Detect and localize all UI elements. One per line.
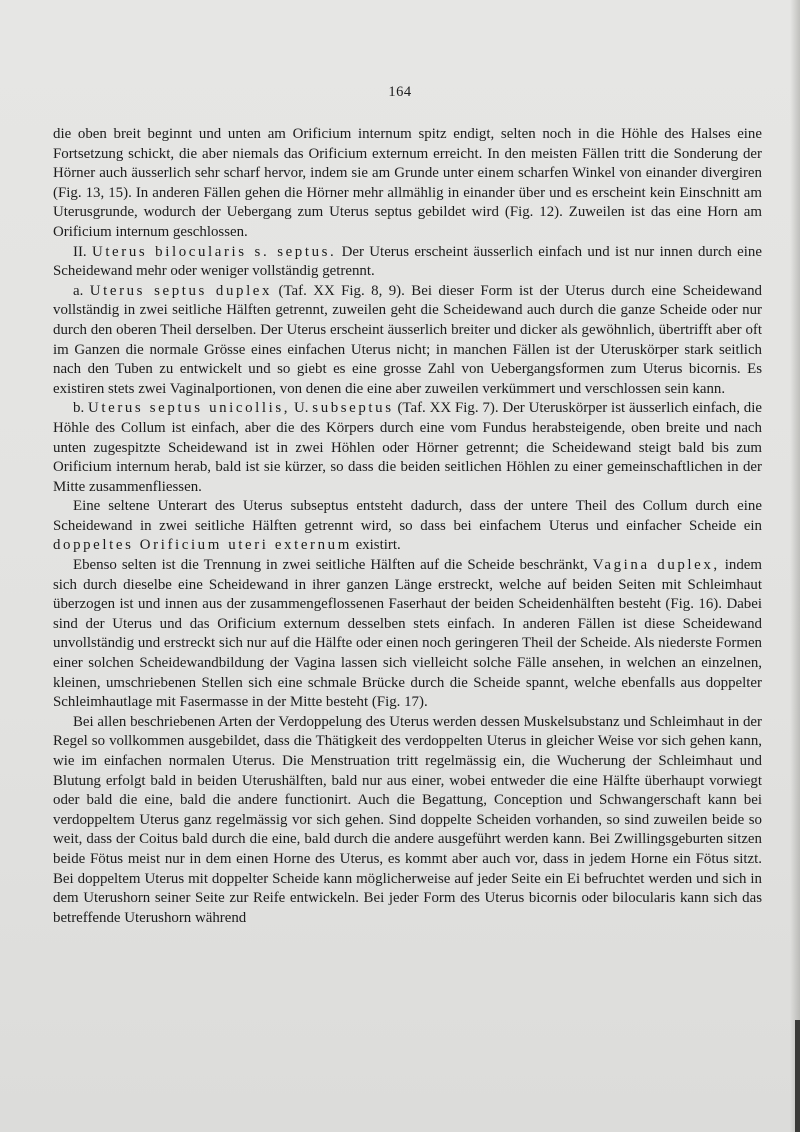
text-run: Eine seltene Unterart des Uterus subseptus entsteht dadurch, dass der untere Theil des Collum durch eine Scheidewand in zwei seitliche Hälften getrennt wird, so dass bei einfachem Uterus und einfacher Scheide ein	[53, 498, 762, 534]
text-run: existirt.	[351, 537, 401, 554]
spaced-emphasis: Uterus septus unicollis,	[88, 400, 291, 417]
text-run: b.	[73, 400, 89, 417]
paragraph	[53, 713, 762, 929]
spaced-emphasis: Uterus septus duplex	[89, 282, 273, 299]
text-run: die oben breit beginnt und unten am Orificium internum spitz endigt, selten noch in die Höhle des Halses eine Fortsetzung schickt, die aber niemals das Orificium externum erreicht. In den meisten Fällen tritt die Sonderung der Hörner auch äusserlich sehr scharf hervor, indem sie am Grunde unter einem scharfen Winkel von einander divergiren (Fig. 13, 15). In anderen Fällen gehen die Hörner mehr allmählig in einander über und es erscheint kein Einschnitt am Uterusgrunde, wodurch der Uebergang zum Uterus septus gebildet wird (Fig. 12). Zuweilen ist das eine Horn am Orificium internum geschlossen.	[53, 126, 762, 240]
text-run: Der Uterus erscheint äusserlich einfach und ist nur innen durch eine Scheidewand mehr oder weniger vollständig getrennt.	[53, 243, 762, 280]
text-run: indem sich durch dieselbe eine Scheidewand in ihrer ganzen Länge erstreckt, welche auf beiden Seiten mit Schleimhaut überzogen ist und innen aus der zusammengeflossenen Faserhaut der beiden Scheidenhälften besteht (Fig. 16). Dabei sind der Uterus und das Orificium externum desselben stets einfach. In anderen Fällen ist diese Scheidewand unvollständig und erstreckt sich nur auf die Hälfte oder einen noch geringeren Theil der Scheide. Als niederste Formen einer solchen Scheidewandbildung der Vagina lassen sich vielleicht solche Fälle ansehen, in welchen an einzelnen, kleinen, umschriebenen Stellen sich eine schmale Brücke durch die Scheide spannt, welche ebenfalls aus doppelter Schleimhautlage mit Fasermasse in der Mitte besteht (Fig. 17).	[53, 557, 762, 711]
page-edge-dark	[795, 1020, 800, 1132]
spaced-emphasis: doppeltes Orificium uteri externum	[53, 537, 352, 554]
text-run: a.	[73, 282, 90, 299]
spaced-emphasis: Uterus bilocularis s. septus.	[91, 243, 337, 260]
paragraph	[53, 497, 762, 556]
spaced-emphasis: Vagina duplex,	[592, 557, 720, 574]
text-run: (Taf. XX Fig. 7). Der Uteruskörper ist äusserlich einfach, die Höhle des Collum ist einfach, aber die des Körpers durch eine vom Fundus herabsteigende, oben breite und nach unten zugespitzte Scheidewand ist in zwei Höhlen oder Hörner getrennt; die Scheidewand steigt bald bis zum Orificium internum herab, bald ist sie kürzer, so dass die beiden seitlichen Höhlen zu einer gemeinschaftlichen in der Mitte zusammenfliessen.	[53, 400, 762, 495]
text-run: II.	[73, 243, 92, 260]
paragraph	[53, 125, 762, 243]
text-run: U.	[290, 400, 313, 417]
text-run: Ebenso selten ist die Trennung in zwei seitliche Hälften auf die Scheide beschränkt,	[73, 557, 593, 574]
body-text	[53, 125, 762, 928]
text-run: (Taf. XX Fig. 8, 9). Bei dieser Form ist der Uterus durch eine Scheidewand vollständig in zwei seitliche Hälften getrennt, zuweilen geht die Scheidewand auch durch die ganze Scheide oder nur durch den oberen Theil derselben. Der Uterus erscheint äusserlich breiter und dicker als gewöhnlich, übertrifft aber oft im Ganzen die normale Grösse eines einfachen Uterus nicht; in manchen Fällen ist der Uteruskörper stark seitlich nach den Tuben zu entwickelt und so giebt es eine grosse Zahl von Uebergangsformen zum Uterus bicornis. Es existiren stets zwei Vaginalportionen, von denen die eine aber zuweilen verkümmert und verschlossen sein kann.	[53, 282, 763, 397]
spaced-emphasis: subseptus	[312, 400, 394, 417]
text-run: Bei allen beschriebenen Arten der Verdoppelung des Uterus werden dessen Muskelsubstanz und Schleimhaut in der Regel so vollkommen ausgebildet, dass die Thätigkeit des verdoppelten Uterus in gleicher Weise vor sich gehen kann, wie im einfachen normalen Uterus. Die Menstruation tritt regelmässig ein, die Wucherung der Schleimhaut und Blutung erfolgt bald in beiden Uterushälften, bald nur aus einer, wobei entweder die eine Hälfte überhaupt vorwiegt oder bald die eine, bald die andere functionirt. Auch die Begattung, Conception und Schwangerschaft kann bei verdoppeltem Uterus ganz regelmässig vor sich gehen. Sind doppelte Scheiden vorhanden, so sind zuweilen beide so weit, dass der Coitus bald durch die eine, bald durch die andere ausgeführt werden kann. Bei Zwillingsgeburten sitzen beide Fötus meist nur in dem einen Horne des Uterus, es kommt aber auch vor, dass in jedem Horne ein Fötus sitzt. Bei doppeltem Uterus mit doppelter Scheide kann möglicherweise auf jeder Seite ein Ei befruchtet werden und sich in dem Uterushorn seiner Seite zur Reife entwickeln. Bei jeder Form des Uterus bicornis oder bilocularis kann sich das betreffende Uterushorn während	[53, 713, 762, 926]
paragraph	[53, 243, 762, 282]
paragraph	[53, 556, 762, 713]
page-number: 164	[388, 84, 412, 100]
page-edge-shadow	[790, 0, 800, 1132]
paragraph	[53, 282, 762, 400]
paragraph	[53, 399, 762, 497]
